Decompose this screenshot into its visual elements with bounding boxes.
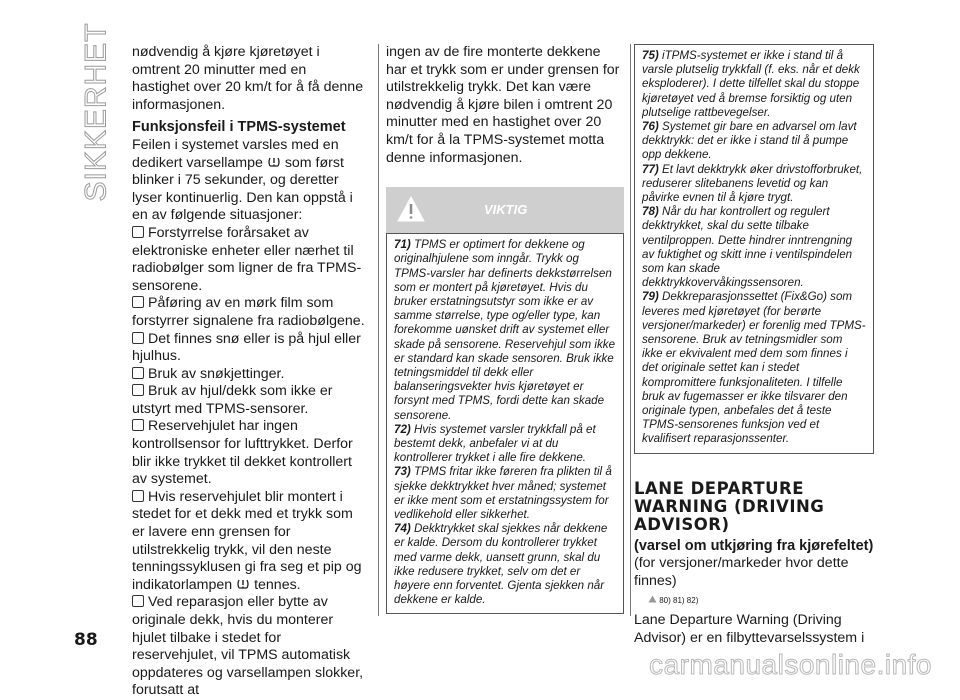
paragraph: (for versjoner/markeder hvor dette finnes) bbox=[634, 555, 849, 589]
note-number: 71) bbox=[394, 238, 411, 252]
important-label: VIKTIG bbox=[484, 202, 528, 218]
note-number: 74) bbox=[394, 522, 411, 536]
paragraph: nødvendig å kjøre kjøretøyet i omtrent 20 minutter med en hastighet over 20 km/t for å få denne informasjonen. bbox=[132, 44, 364, 113]
note: 77) Et lavt dekktrykk øker drivstofforbruket, reduserer slitebanens levetid og kan påvirke evnen til å kjøre trygt. bbox=[642, 162, 863, 205]
section-subtitle: (varsel om utkjøring fra kjørefeltet) bbox=[634, 537, 874, 554]
note-number: 78) bbox=[642, 205, 659, 219]
note: 71) TPMS er optimert for dekkene og originalhjulene som inngår. Trykk og TPMS-varsler har definerts dekkstørrelsen som er montert på kjøretøyet. Hvis du bruker erstatningsutstyr som ikke er av samme størrelse, type og/eller type, kan forekomme uønsket drift av systemet eller skade på sensorene. Reservehjul som ikke er standard kan skade sensoren. Bruk ikke tetningsmiddel til dekk eller balanseringsvekter hvis kjøretøyet er forsynt med TPMS, fordi dette kan skade sensorene. bbox=[394, 238, 616, 422]
warning-triangle-icon bbox=[648, 595, 657, 603]
page-number: 88 bbox=[74, 630, 98, 650]
tire-warning-icon bbox=[267, 155, 281, 169]
bullet-icon bbox=[132, 490, 144, 502]
note: 79) Dekkreparasjonssettet (Fix&Go) som leveres med kjøretøyet (for berørte versjoner/markeder) er forenlig med TPMS-sensorene. Bruk av tetningsmidler som ikke er ekvivalent med dem som finnes i det originale settet kan i stedet kompromittere funksjonaliteten. I tilfelle bruk av fugemasser er ikke tilsvarer den originale typen, anbefales det å teste TPMS-sensorenes funksjon ved et kvalifisert reparasjonssenter. bbox=[642, 290, 866, 446]
section-tab-label: SIKKERHET bbox=[80, 22, 114, 202]
column-divider bbox=[630, 44, 631, 616]
note-number: 77) bbox=[642, 162, 659, 176]
list-item: Ved reparasjon eller bytte av originale dekk, hvis du monterer hjulet tilbake i stedet for reservehjulet, vil TPMS automatisk oppdateres og varsellampen slokker, forutsatt at bbox=[132, 594, 364, 699]
section-tab bbox=[80, 22, 114, 202]
note-number: 76) bbox=[642, 120, 659, 134]
bullet-icon bbox=[132, 296, 144, 308]
section-title: LANE DEPARTURE WARNING (DRIVING ADVISOR) bbox=[634, 478, 825, 534]
paragraph bbox=[132, 137, 366, 225]
bullet-icon bbox=[132, 367, 144, 379]
paragraph: Lane Departure Warning (Driving Advisor) er en filbyttevarselssystem i bbox=[634, 612, 865, 646]
subheading: Funksjonsfeil i TPMS-systemet bbox=[132, 119, 346, 136]
important-banner bbox=[386, 187, 624, 233]
notes-box bbox=[386, 233, 624, 614]
note: 76) Systemet gir bare en advarsel om lavt dekktrykk: det er ikke i stand til å pumpe opp dekkene. bbox=[642, 120, 857, 162]
bullet-icon bbox=[132, 332, 144, 344]
warning-triangle-icon bbox=[396, 195, 426, 223]
note: 75) iTPMS-systemet er ikke i stand til å varsle plutselig trykkfall (f. eks. når et dekk eksploderer). I dette tilfellet skal du stoppe kjøretøyet ved å bremse forsiktig og uten plutselige rattbevegelser. bbox=[642, 49, 860, 119]
note-number: 73) bbox=[394, 465, 411, 479]
column-divider bbox=[378, 44, 379, 616]
column-2 bbox=[386, 44, 624, 614]
list-item: Reservehjulet har ingen kontrollsensor for lufttrykket. Derfor blir ikke trykket til dekket kontrollert av systemet. bbox=[132, 418, 353, 488]
tire-warning-icon bbox=[236, 577, 250, 591]
bullet-icon bbox=[132, 226, 144, 238]
list-item: Forstyrrelse forårsaket av elektroniske enheter eller nærhet til radiobølger som ligner de fra TPMS-sensorene. bbox=[132, 224, 362, 294]
bullet-icon bbox=[132, 595, 144, 607]
note: 74) Dekktrykket skal sjekkes når dekkene er kalde. Dersom du kontrollerer trykket med varme dekk, uansett grunn, skal du ikke redusere trykket, selv om det er høyere enn forventet. Gjenta sjekken når dekkene er kalde. bbox=[394, 522, 608, 607]
list-item: Det finnes snø eller is på hjul eller hjulhus. bbox=[132, 330, 361, 365]
reference-list bbox=[648, 592, 874, 610]
notes-box bbox=[634, 44, 874, 454]
note: 72) Hvis systemet varsler trykkfall på et bestemt dekk, anbefaler vi at du kontrollerer trykket i alle fire dekkene. bbox=[394, 422, 596, 465]
paragraph: ingen av de fire monterte dekkene har et trykk som er under grensen for utilstrekkelig trykk. Det kan være nødvendig å kjøre bilen i omtrent 20 minutter med en hastighet over 20 km/t for å la TPMS-systemet motta denne informasjonen. bbox=[386, 44, 620, 166]
column-3 bbox=[634, 44, 874, 647]
paragraph-text: som først blinker i 75 sekunder, og deretter lyser kontinuerlig. Den kan oppstå i en av følgende situasjoner: bbox=[132, 154, 353, 224]
bullet-list bbox=[132, 225, 366, 700]
bullet-icon bbox=[132, 419, 144, 431]
paragraph-text: Feilen i systemet varsles med en dedikert varsellampe bbox=[132, 136, 339, 171]
reference-numbers: 80) 81) 82) bbox=[659, 596, 699, 606]
list-item: Hvis reservehjulet blir montert i stedet for et dekk med et trykk som er lavere enn grensen for utilstrekkelig trykk, vil den neste tenningssyklusen gi fra seg et pip og indikatorlampen tennes. bbox=[132, 488, 362, 593]
note: 78) Når du har kontrollert og regulert dekktrykket, skal du sette tilbake ventilproppen. Dette hindrer inntrengning av fuktighet og skitt inne i ventilspindelen som kan skade dekktrykkovervåkingssensoren. bbox=[642, 205, 853, 290]
note: 73) TPMS fritar ikke føreren fra plikten til å sjekke dekktrykket hver måned; systemet er ikke ment som et erstatningssystem for vedlikehold eller sikkerhet. bbox=[394, 465, 612, 522]
note-number: 75) bbox=[642, 49, 659, 62]
column-1 bbox=[132, 44, 366, 700]
note-number: 79) bbox=[642, 290, 659, 304]
list-item: Bruk av hjul/dekk som ikke er utstyrt med TPMS-sensorer. bbox=[132, 383, 333, 417]
list-item: Bruk av snøkjettinger. bbox=[132, 366, 366, 384]
bullet-icon bbox=[132, 384, 144, 396]
watermark: carmanualsonline.info bbox=[649, 649, 932, 680]
list-item: Påføring av en mørk film som forstyrrer signalene fra radiobølgene. bbox=[132, 295, 365, 329]
note-number: 72) bbox=[394, 422, 411, 436]
